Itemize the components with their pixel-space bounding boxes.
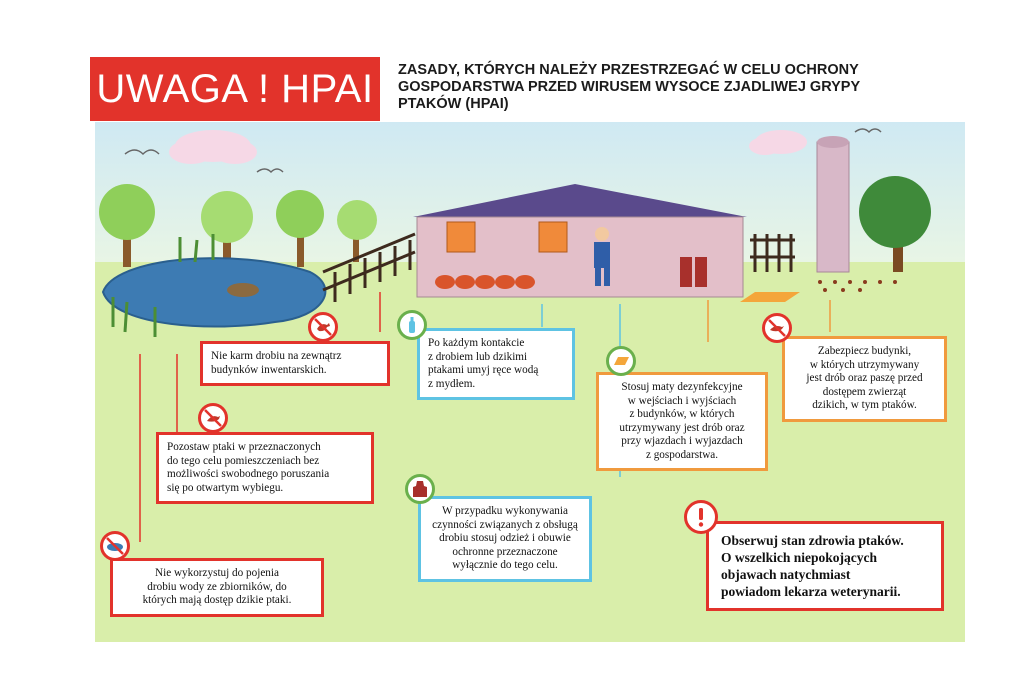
rule-no-pond-water [110, 558, 324, 617]
rule-text-line: drobiu stosuj odzież i obuwie [439, 532, 571, 544]
duck-icon [227, 283, 259, 297]
disinfection-mat-icon [606, 346, 636, 376]
rule-text-line: do tego celu pomieszczeniach bez [167, 454, 320, 467]
rule-text-line: przy wjazdach i wyjazdach [621, 435, 743, 447]
rule-observe-health [706, 521, 944, 611]
no-wild-birds-icon [762, 313, 792, 343]
headline-line: GOSPODARSTWA PRZED WIRUSEM WYSOCE ZJADLIWEJ GRYPY [398, 79, 861, 95]
rule-text-line: których mają dostęp dzikie ptaki. [142, 594, 292, 606]
rule-text-line: ochronne przeznaczone [452, 545, 558, 558]
rule-text-line: z budynków, w których [629, 408, 735, 420]
hand-soap-icon [397, 310, 427, 340]
rule-text-line: drobiu wody ze zbiorników, do [147, 580, 287, 593]
no-pond-water-icon [100, 531, 130, 561]
no-free-range-icon [198, 403, 228, 433]
headline [398, 62, 968, 113]
warning-banner [90, 57, 380, 121]
rule-text-line: w których utrzymywany [809, 358, 920, 371]
rule-text-line: O wszelkich niepokojących [721, 550, 878, 565]
rule-text-line: powiadom lekarza weterynarii. [721, 584, 901, 599]
rule-text-line: dzikich, w tym ptaków. [812, 399, 917, 411]
rule-text-line: się po otwartym wybiegu. [167, 481, 284, 494]
rule-text-line: Po każdym kontakcie [428, 337, 525, 349]
rule-text-line: z gospodarstwa. [645, 448, 719, 461]
exclamation-icon [684, 500, 718, 534]
rule-text-line: w wejściach i wyjściach [627, 394, 737, 407]
rule-no-feeding-outside [200, 341, 390, 386]
headline-line: PTAKÓW (HPAI) [398, 96, 509, 112]
rule-text-line: Obserwuj stan zdrowia ptaków. [721, 533, 904, 548]
rule-keep-birds-inside [156, 432, 374, 504]
headline-line: ZASADY, KTÓRYCH NALEŻY PRZESTRZEGAĆ W CELU OCHRONY [398, 62, 859, 78]
rule-protective-clothing [418, 496, 592, 582]
rule-secure-buildings [782, 336, 947, 422]
rule-text-line: Zabezpiecz budynki, [817, 345, 912, 357]
rule-text-line: Nie wykorzystuj do pojenia [155, 567, 279, 579]
rule-text-line: ptakami umyj ręce wodą [428, 364, 539, 376]
rule-text-line: utrzymywany jest drób oraz [619, 421, 745, 434]
apron-icon [405, 474, 435, 504]
rule-wash-hands [417, 328, 575, 400]
rule-text-line: budynków inwentarskich. [211, 363, 327, 376]
rule-text-line: Nie karm drobiu na zewnątrz [211, 350, 342, 362]
no-feeding-icon [308, 312, 338, 342]
rule-text-line: W przypadku wykonywania [442, 505, 568, 517]
rule-text-line: możliwości swobodnego poruszania [167, 468, 330, 480]
rule-text-line: z mydłem. [428, 377, 476, 390]
rule-text-line: czynności związanych z obsługą [432, 518, 578, 531]
rule-text-line: objawach natychmiast [721, 567, 851, 582]
silo [817, 136, 849, 272]
rule-text-line: Stosuj maty dezynfekcyjne [621, 381, 743, 393]
rule-text-line: wyłącznie do tego celu. [452, 559, 558, 571]
banner-title: UWAGA ! HPAI [96, 67, 374, 111]
rule-text-line: dostępem zwierząt [822, 385, 907, 398]
rule-text-line: jest drób oraz paszę przed [806, 372, 923, 384]
rule-disinfection-mats [596, 372, 768, 471]
rule-text-line: z drobiem lub dzikimi [428, 350, 528, 363]
rule-text-line: Pozostaw ptaki w przeznaczonych [167, 441, 321, 453]
